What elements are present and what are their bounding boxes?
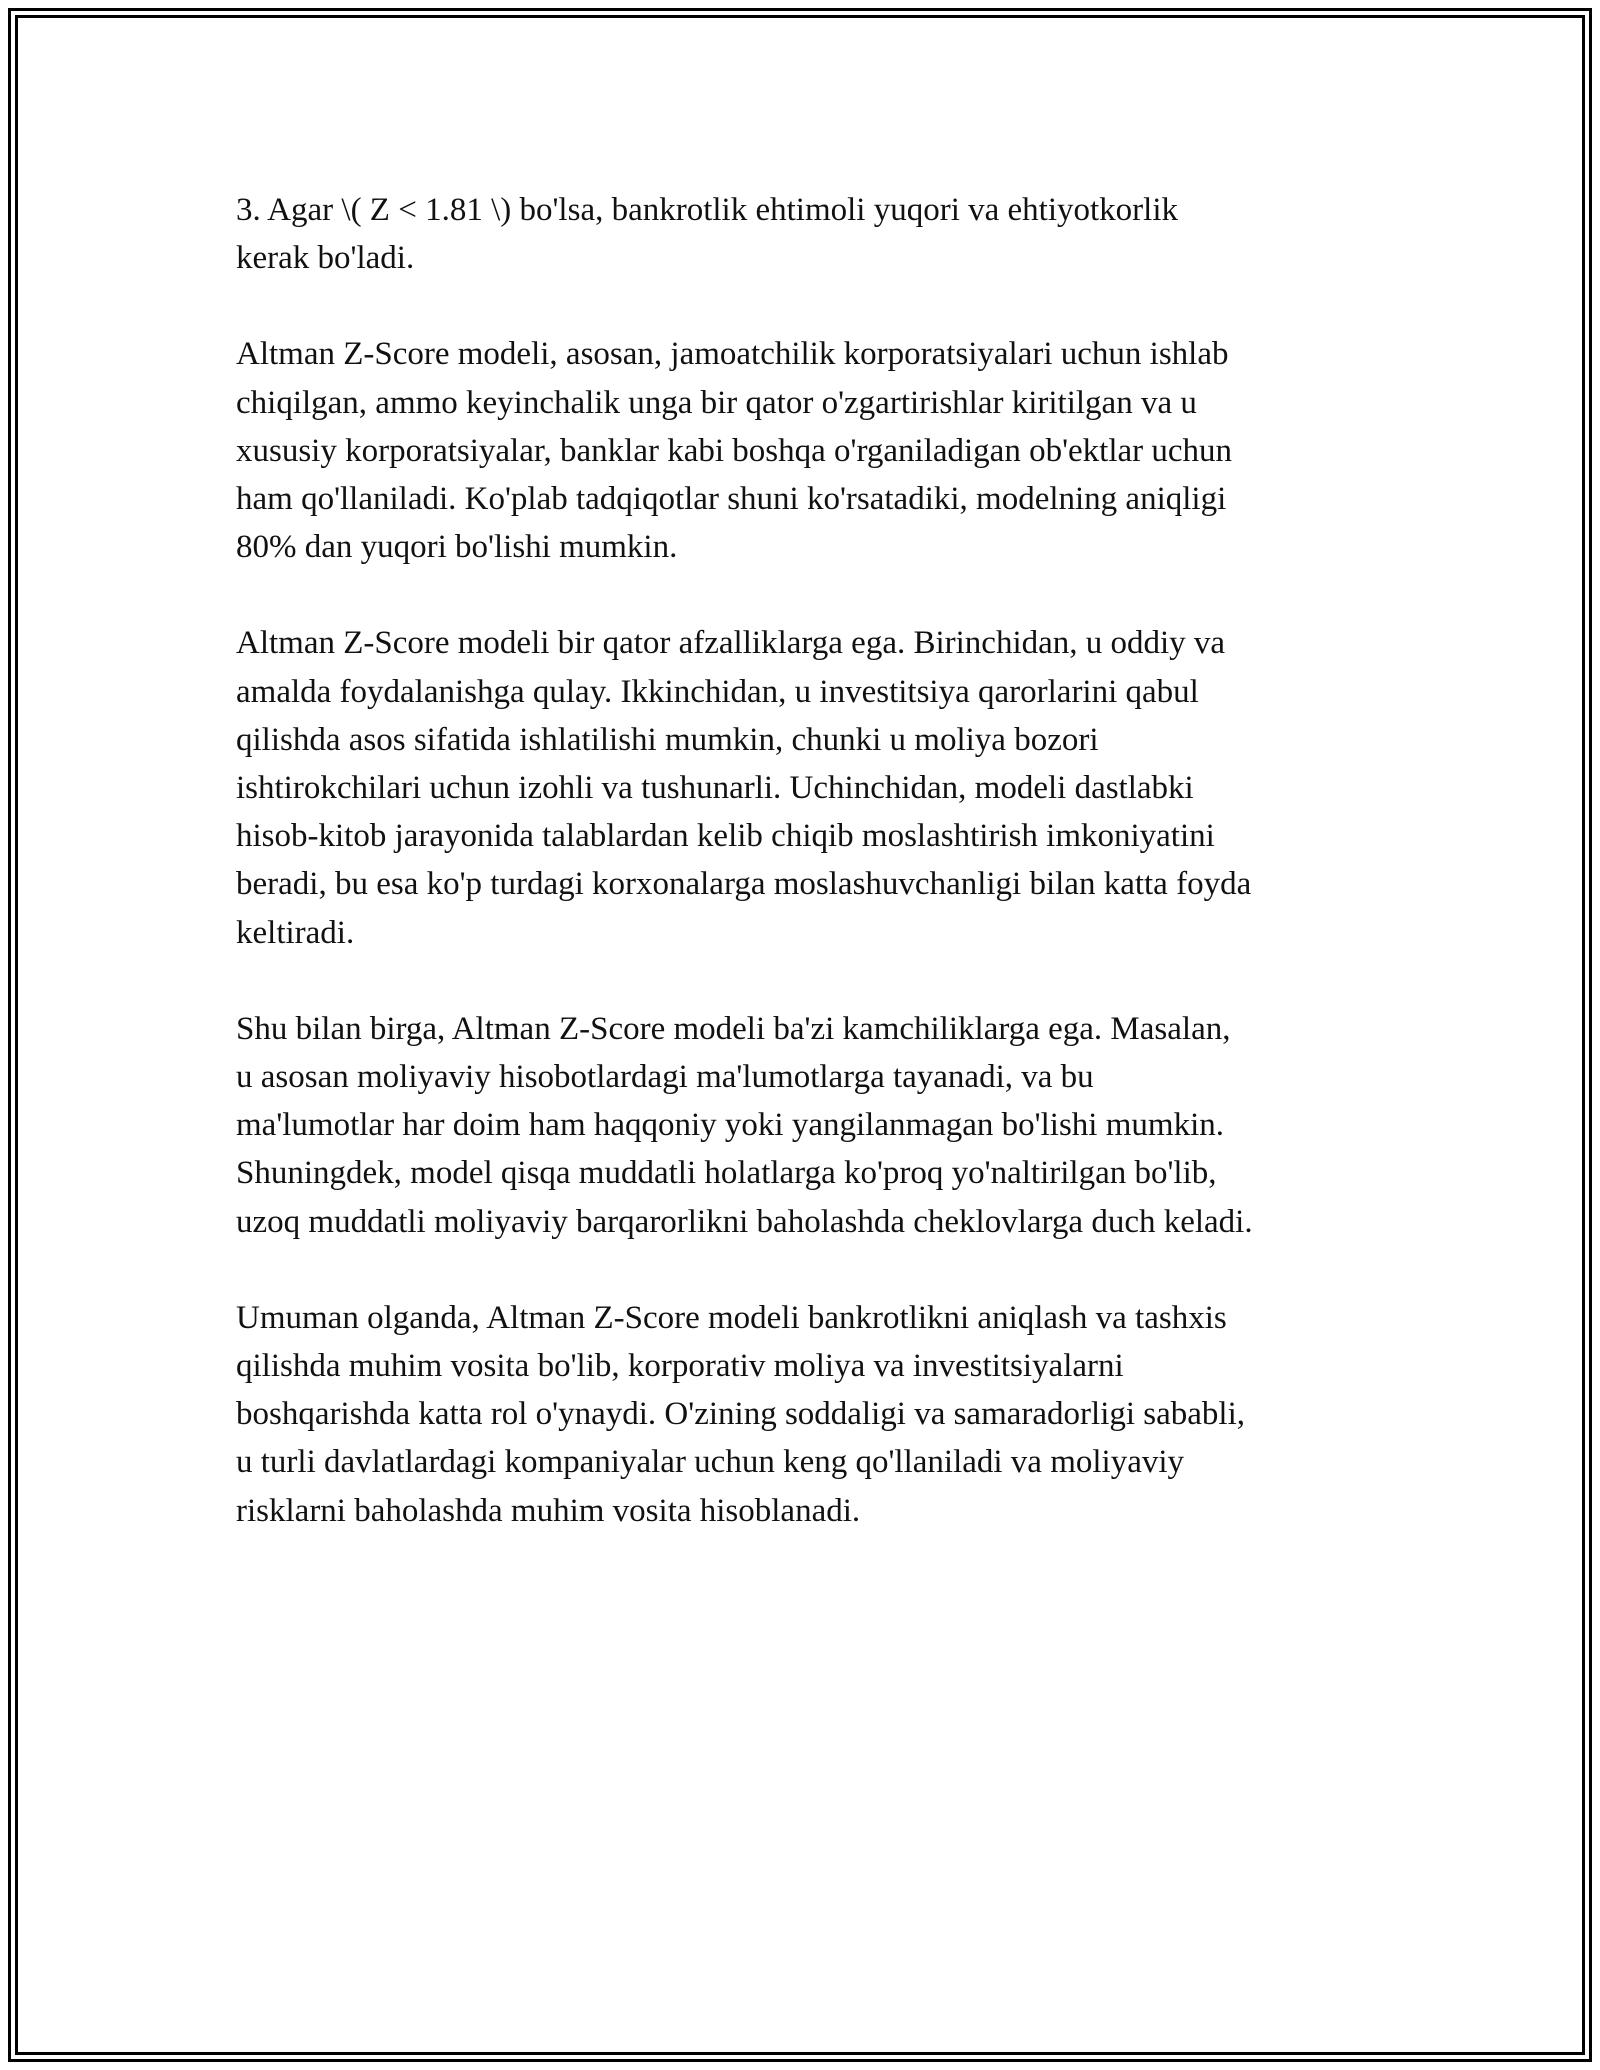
paragraph-bankruptcy-threshold: 3. Agar \( Z < 1.81 \) bo'lsa, bankrotlik ehtimoli yuqori va ehtiyotkorlik kerak bo'ladi. [236, 192, 1178, 277]
paragraph-model-scope: Altman Z-Score modeli, asosan, jamoatchilik korporatsiyalari uchun ishlab chiqilgan, ammo keyinchalik unga bir qator o'zgartirishlar kiritilgan va u xususiy korporatsiyalar, banklar kabi boshqa o'rganiladigan ob'ektlar uchun ham qo'llaniladi. Ko'plab tadqiqotlar shuni ko'rsatadiki, modelning aniqligi 80% dan yuqori bo'lishi mumkin. [236, 336, 1233, 566]
paragraph-conclusion: Umuman olganda, Altman Z-Score modeli bankrotlikni aniqlash va tashxis qilishda muhim vosita bo'lib, korporativ moliya va investitsiyalarni boshqarishda katta rol o'ynaydi. O'zining soddaligi va samaradorligi sababli, u turli davlatlardagi kompaniyalar uchun keng qo'llaniladi va moliyaviy risklarni baholashda muhim vosita hisoblanadi. [236, 1299, 1245, 1529]
paragraph-limitations: Shu bilan birga, Altman Z-Score modeli ba'zi kamchiliklarga ega. Masalan, u asosan moliyaviy hisobotlardagi ma'lumotlarga tayanadi, va bu ma'lumotlar har doim ham haqqoniy yoki yangilanmagan bo'lishi mumkin. Shuningdek, model qisqa muddatli holatlarga ko'proq yo'naltirilgan bo'lib, uzoq muddatli moliyaviy barqarorlikni baholashda cheklovlarga duch keladi. [236, 1010, 1253, 1240]
document-body [236, 186, 1376, 1583]
paragraph-advantages: Altman Z-Score modeli bir qator afzalliklarga ega. Birinchidan, u oddiy va amalda foydalanishga qulay. Ikkinchidan, u investitsiya qarorlarini qabul qilishda asos sifatida ishlatilishi mumkin, chunki u moliya bozori ishtirokchilari uchun izohli va tushunarli. Uchinchidan, modeli dastlabki hisob-kitob jarayonida talablardan kelib chiqib moslashtirish imkoniyatini beradi, bu esa ko'p turdagi korxonalarga moslashuvchanligi bilan katta foyda keltiradi. [236, 625, 1252, 951]
